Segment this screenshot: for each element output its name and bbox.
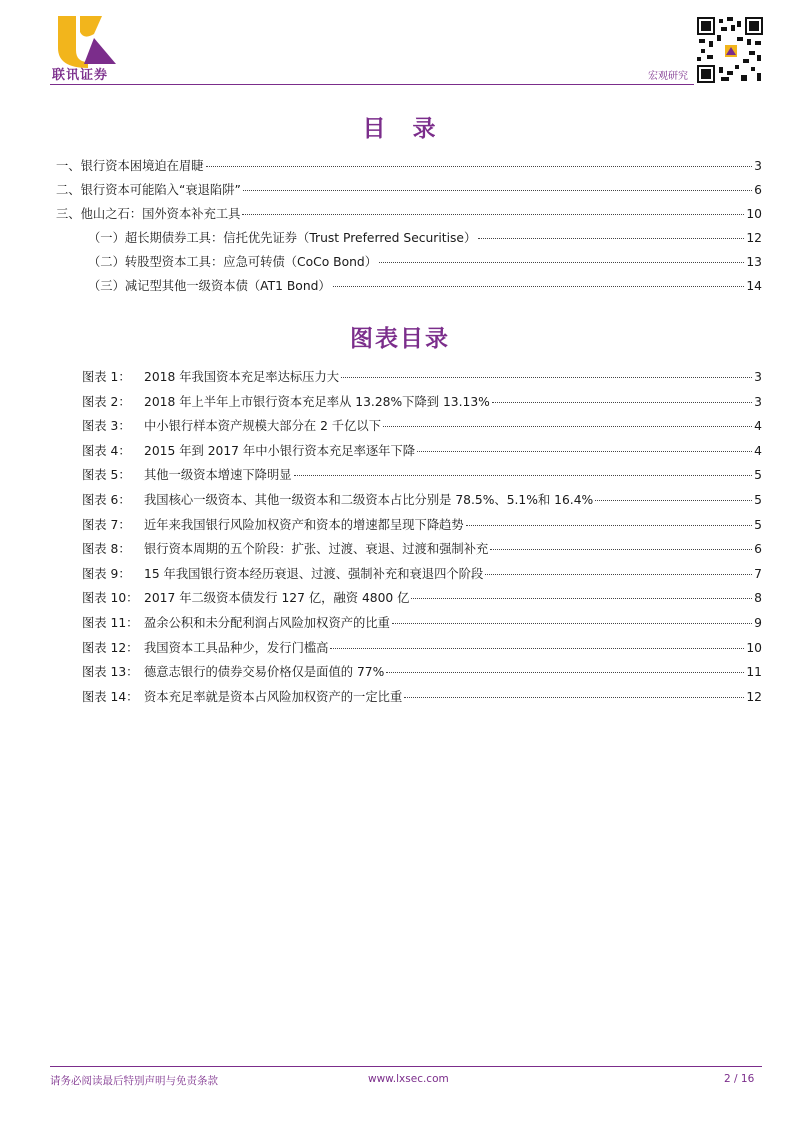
dot-leader — [392, 623, 752, 624]
figure-entry-number: 图表 9： — [82, 566, 131, 581]
figure-entry-number: 图表 3： — [82, 419, 131, 434]
dot-leader — [492, 402, 752, 403]
figure-entry-number: 图表 13： — [82, 665, 139, 680]
page-header — [0, 0, 800, 100]
dot-leader — [411, 598, 752, 599]
figure-entry-number: 图表 11： — [82, 615, 139, 630]
figure-list-title: 图表目录 — [350, 326, 450, 352]
dot-leader — [490, 549, 752, 550]
toc-entry-label: 二、银行资本可能陷入“衰退陷阱” — [56, 183, 241, 197]
figure-entry-label: 2018 年我国资本充足率达标压力大 — [144, 370, 340, 384]
figure-entry-number: 图表 1： — [82, 370, 131, 384]
figure-entry[interactable] — [82, 636, 762, 661]
report-type-label: 宏观研究 — [648, 71, 688, 82]
figure-entry-label: 2018 年上半年上市银行资本充足率从 13.28%下降到 13.13% — [144, 394, 490, 409]
toc-entry-label: （三）减记型其他一级资本债（AT1 Bond） — [88, 279, 331, 293]
figure-entry-page: 9 — [754, 615, 762, 630]
figure-entry-label: 2017 年二级资本债发行 127 亿，融资 4800 亿 — [144, 591, 410, 606]
toc-title: 目 录 — [362, 116, 438, 142]
figure-entry-page: 10 — [746, 640, 762, 655]
figure-entry-number: 图表 5： — [82, 468, 131, 483]
toc-entry-label: 三、他山之石：国外资本补充工具 — [56, 207, 241, 221]
qr-code-icon — [697, 17, 763, 83]
footer-page-indicator: 2 / 16 — [724, 1073, 755, 1085]
figure-entry-label: 资本充足率就是资本占风险加权资产的一定比重 — [144, 689, 403, 704]
toc-entry[interactable] — [56, 178, 762, 202]
toc-entry-page: 6 — [754, 183, 762, 197]
toc-entry-label: 一、银行资本困境迫在眉睫 — [56, 159, 204, 173]
figure-entry-page: 5 — [754, 468, 762, 483]
figure-entry-label: 其他一级资本增速下降明显 — [144, 468, 292, 483]
figure-entry-label: 我国核心一级资本、其他一级资本和二级资本占比分别是 78.5%、5.1%和 16.4% — [144, 492, 594, 507]
figure-entry[interactable] — [82, 562, 762, 587]
toc-entry[interactable] — [56, 250, 762, 274]
figure-entry-page: 8 — [754, 591, 762, 606]
figure-entry-number: 图表 10： — [82, 591, 139, 606]
figure-entry[interactable] — [82, 390, 762, 415]
dot-leader — [294, 475, 753, 476]
dot-leader — [383, 426, 752, 427]
footer-disclaimer[interactable]: 请务必阅读最后特别声明与免责条款 — [50, 1075, 218, 1087]
figure-entry-label: 近年来我国银行风险加权资产和资本的增速都呈现下降趋势 — [144, 517, 464, 532]
toc-entry-page: 14 — [746, 279, 762, 293]
figure-entry-label: 中小银行样本资产规模大部分在 2 千亿以下 — [144, 419, 381, 434]
figure-list — [82, 365, 762, 709]
figure-entry-number: 图表 14： — [82, 689, 139, 704]
figure-entry-label: 15 年我国银行资本经历衰退、过渡、强制补充和衰退四个阶段 — [144, 566, 484, 581]
footer-website-link[interactable]: www.lxsec.com — [368, 1073, 449, 1085]
figure-entry-page: 5 — [754, 492, 762, 507]
figure-entry-number: 图表 6： — [82, 492, 131, 507]
figure-entry[interactable] — [82, 414, 762, 439]
dot-leader — [417, 451, 752, 452]
dot-leader — [243, 190, 752, 191]
figure-entry[interactable] — [82, 463, 762, 488]
dot-leader — [341, 377, 752, 378]
figure-entry[interactable] — [82, 660, 762, 685]
dot-leader — [478, 238, 744, 239]
toc-entry-page: 13 — [746, 255, 762, 269]
figure-entry[interactable] — [82, 439, 762, 464]
figure-entry-number: 图表 2： — [82, 394, 131, 409]
figure-entry-page: 3 — [754, 370, 762, 384]
dot-leader — [386, 672, 744, 673]
figure-entry-number: 图表 8： — [82, 542, 131, 557]
figure-entry[interactable] — [82, 513, 762, 538]
figure-entry[interactable] — [82, 488, 762, 513]
logo-text: 联讯证券 — [52, 68, 109, 83]
dot-leader — [379, 262, 744, 263]
toc-entry-page: 3 — [754, 159, 762, 173]
header-rule — [50, 84, 694, 85]
figure-entry-page: 6 — [754, 542, 762, 557]
figure-entry[interactable] — [82, 365, 762, 390]
figure-entry-label: 德意志银行的债券交易价格仅是面值的 77% — [144, 665, 385, 680]
toc-entry[interactable] — [56, 226, 762, 250]
figure-entry-page: 5 — [754, 517, 762, 532]
figure-entry-page: 4 — [754, 419, 762, 434]
figure-entry-label: 2015 年到 2017 年中小银行资本充足率逐年下降 — [144, 443, 416, 458]
figure-entry-page: 7 — [754, 566, 762, 581]
figure-entry-page: 3 — [754, 394, 762, 409]
figure-entry[interactable] — [82, 611, 762, 636]
figure-entry-page: 4 — [754, 443, 762, 458]
dot-leader — [330, 648, 744, 649]
toc-entry-label: （一）超长期债券工具：信托优先证券（Trust Preferred Securitise） — [88, 231, 477, 245]
dot-leader — [595, 500, 752, 501]
figure-entry-number: 图表 4： — [82, 443, 131, 458]
figure-entry-label: 银行资本周期的五个阶段：扩张、过渡、衰退、过渡和强制补充 — [144, 542, 489, 557]
figure-entry-number: 图表 12： — [82, 640, 139, 655]
toc-entry[interactable] — [56, 202, 762, 226]
figure-entry-page: 11 — [746, 665, 762, 680]
dot-leader — [485, 574, 752, 575]
figure-entry-number: 图表 7： — [82, 517, 131, 532]
figure-entry[interactable] — [82, 586, 762, 611]
footer-rule — [50, 1066, 762, 1067]
toc-entry-label: （二）转股型资本工具：应急可转债（CoCo Bond） — [88, 255, 378, 269]
dot-leader — [466, 525, 752, 526]
figure-entry-page: 12 — [746, 689, 762, 704]
dot-leader — [206, 166, 753, 167]
figure-entry[interactable] — [82, 685, 762, 710]
dot-leader — [404, 697, 744, 698]
figure-entry[interactable] — [82, 537, 762, 562]
dot-leader — [242, 214, 744, 215]
figure-entry-label: 我国资本工具品种少，发行门槛高 — [144, 640, 329, 655]
toc-entry-page: 10 — [746, 207, 762, 221]
figure-entry-label: 盈余公积和未分配利润占风险加权资产的比重 — [144, 615, 390, 630]
toc-entry-page: 12 — [746, 231, 762, 245]
toc-entry[interactable] — [56, 154, 762, 178]
table-of-contents — [56, 154, 762, 298]
dot-leader — [333, 286, 745, 287]
toc-entry[interactable] — [56, 274, 762, 298]
